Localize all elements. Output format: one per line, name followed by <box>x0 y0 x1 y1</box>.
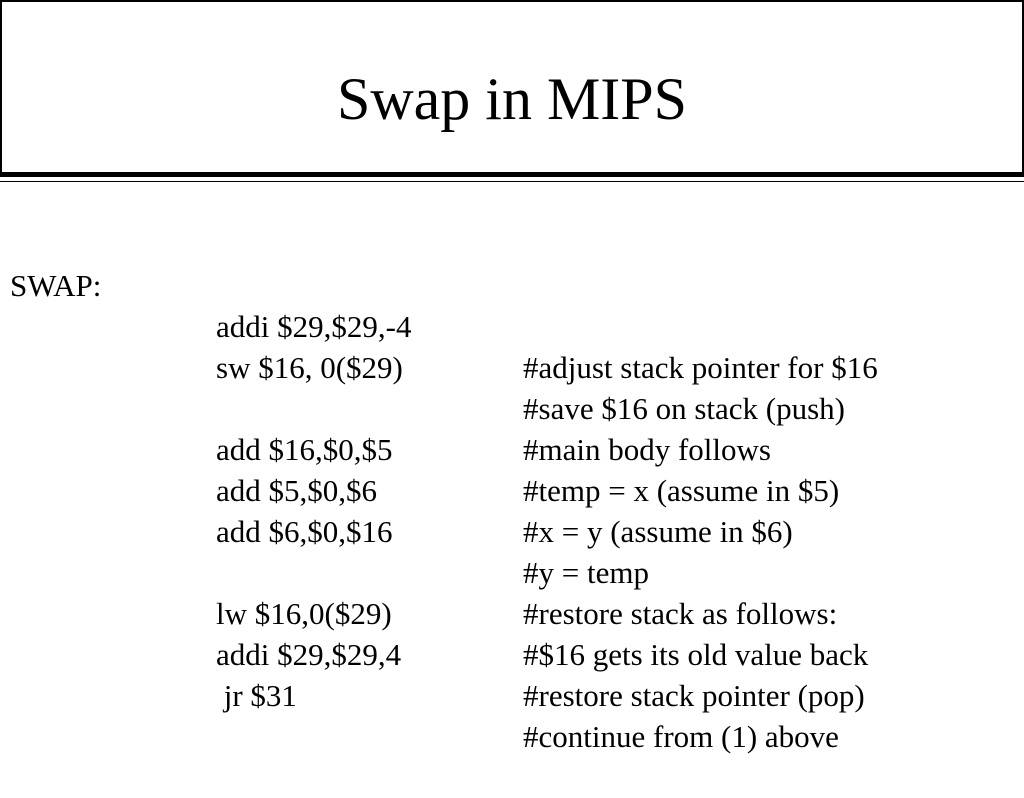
code-instruction: addi $29,$29,4 <box>216 637 402 672</box>
code-instruction: add $16,$0,$5 <box>216 432 393 467</box>
code-comment: #restore stack as follows: <box>523 596 838 631</box>
title-box <box>0 0 1024 174</box>
code-comment: #y = temp <box>523 555 649 590</box>
code-comment: #save $16 on stack (push) <box>523 391 845 426</box>
code-listing <box>0 224 1024 754</box>
code-instruction: add $6,$0,$16 <box>216 514 393 549</box>
code-label: SWAP: <box>10 268 102 303</box>
code-instruction: lw $16,0($29) <box>216 596 392 631</box>
code-comment: #$16 gets its old value back <box>523 637 869 672</box>
code-comment: #continue from (1) above <box>523 719 839 754</box>
code-comment: #adjust stack pointer for $16 <box>523 350 878 385</box>
code-instruction: jr $31 <box>216 678 297 713</box>
code-comment: #main body follows <box>523 432 771 467</box>
code-comment: #temp = x (assume in $5) <box>523 473 840 508</box>
code-instruction: add $5,$0,$6 <box>216 473 378 508</box>
code-instruction: sw $16, 0($29) <box>216 350 403 385</box>
title-underline-thick <box>0 173 1024 177</box>
slide-title: Swap in MIPS <box>336 66 688 132</box>
title-underline-thin <box>0 181 1024 182</box>
code-comment: #x = y (assume in $6) <box>523 514 793 549</box>
code-comment: #restore stack pointer (pop) <box>523 678 865 713</box>
code-instruction: addi $29,$29,-4 <box>216 309 412 344</box>
